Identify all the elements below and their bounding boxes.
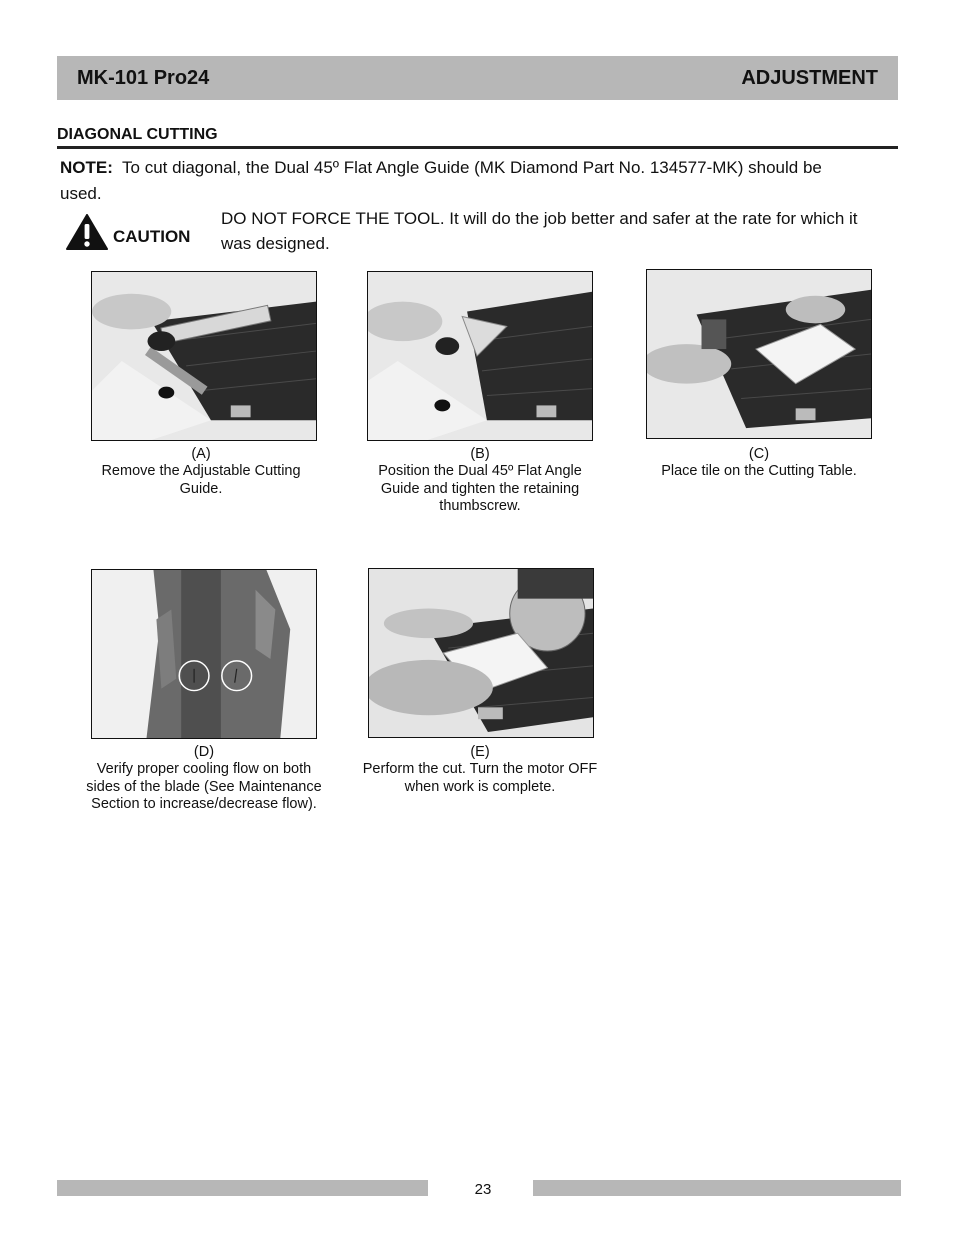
step-letter: (B) xyxy=(470,446,490,462)
section-heading: ADJUSTMENT xyxy=(741,66,878,89)
caption-c xyxy=(639,446,879,481)
photo-d-cooling-flow xyxy=(91,569,317,739)
photo-e-perform-cut xyxy=(368,568,594,738)
step-letter: (D) xyxy=(193,744,215,760)
caption-e xyxy=(360,744,600,796)
footer-bar-right xyxy=(533,1180,901,1196)
photo-c-place-tile xyxy=(646,269,872,439)
warning-triangle-icon xyxy=(66,214,108,250)
section-divider xyxy=(57,146,898,149)
step-caption: Remove the Adjustable Cutting Guide. xyxy=(101,463,301,497)
caption-b xyxy=(360,446,600,515)
section-title: DIAGONAL CUTTING xyxy=(57,126,218,143)
footer-bar-left xyxy=(57,1180,428,1196)
step-caption: Verify proper cooling flow on both sides of the blade (See Maintenance Section to increase/decrease flow). xyxy=(86,761,322,812)
model-title: MK-101 Pro24 xyxy=(77,66,210,89)
page-number: 23 xyxy=(474,1181,492,1198)
step-letter: (A) xyxy=(191,446,211,462)
note-paragraph xyxy=(60,155,840,207)
note-text: To cut diagonal, the Dual 45º Flat Angle Guide (MK Diamond Part No. 134577-MK) should be used. xyxy=(60,158,822,203)
step-caption: Perform the cut. Turn the motor OFF when work is complete. xyxy=(362,761,598,795)
note-label: NOTE: xyxy=(60,158,113,177)
photo-b-position-guide xyxy=(367,271,593,441)
caution-text: DO NOT FORCE THE TOOL. It will do the job better and safer at the rate for which it was designed. xyxy=(221,209,858,253)
caption-d xyxy=(84,744,324,813)
step-caption: Position the Dual 45º Flat Angle Guide and tighten the retaining thumbscrew. xyxy=(378,463,582,514)
header-bar xyxy=(57,56,898,100)
step-caption: Place tile on the Cutting Table. xyxy=(661,463,857,480)
caution-label: CAUTION xyxy=(113,227,191,246)
step-letter: (E) xyxy=(470,744,490,760)
photo-a-remove-guide xyxy=(91,271,317,441)
step-letter: (C) xyxy=(748,446,770,462)
caption-a xyxy=(81,446,321,498)
